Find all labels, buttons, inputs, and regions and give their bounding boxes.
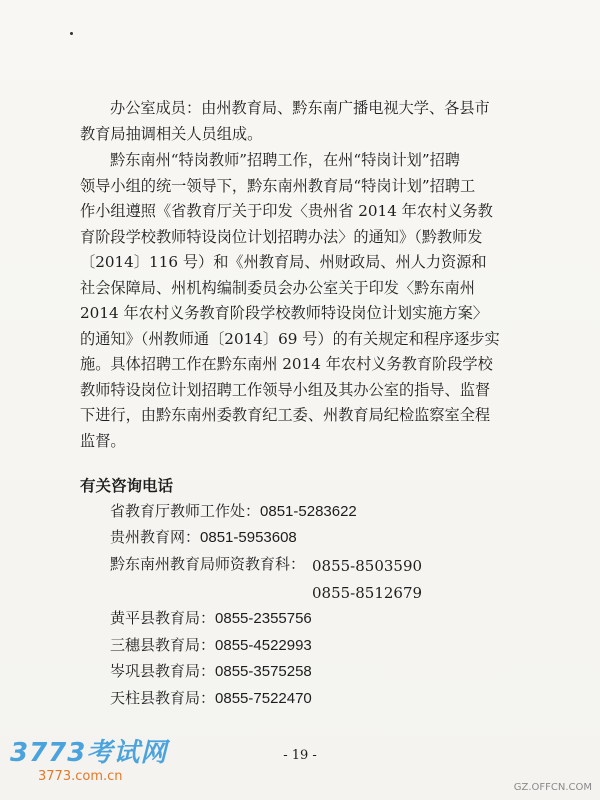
- body-line: 下进行，由黔东南州委教育纪工委、州教育局纪检监察室全程: [80, 406, 491, 424]
- contact-number: 0855-8503590: [312, 557, 423, 575]
- contact-line: [110, 660, 312, 683]
- body-line: 监督。: [80, 431, 126, 450]
- members-line-2: 教育局抽调相关人员组成。: [80, 124, 263, 143]
- contact-label: 三穗县教育局：: [110, 636, 216, 654]
- contact-line: [110, 553, 305, 576]
- contacts-heading: 有关咨询电话: [80, 477, 174, 495]
- members-line-1: 办公室成员：由州教育局、黔东南广播电视大学、各县市: [110, 99, 490, 117]
- contact-line: [110, 634, 312, 657]
- body-line: 领导小组的统一领导下，黔东南州教育局“特岗计划”招聘工: [80, 176, 476, 195]
- body-line: 施。具体招聘工作在黔东南州 2014 年农村义务教育阶段学校: [80, 355, 493, 373]
- contact-label: 省教育厅教师工作处：: [110, 502, 261, 520]
- body-line: 的通知》（州教师通〔2014〕69 号）的有关规定和程序逐步实: [80, 329, 500, 348]
- contact-number: 0855-7522470: [215, 690, 312, 707]
- contact-line: [110, 687, 312, 710]
- body-line: 育阶段学校教师特设岗位计划招聘办法〉的通知》（黔教师发: [80, 227, 483, 246]
- body-line: 〔2014〕116 号）和《州教育局、州财政局、州人力资源和: [80, 253, 487, 271]
- contact-label: 黄平县教育局：: [110, 609, 216, 627]
- contact-label: 贵州教育网：: [110, 528, 201, 546]
- body-line: 教师特设岗位计划招聘工作领导小组及其办公室的指导、监督: [80, 380, 491, 399]
- body-line: 社会保障局、州机构编制委员会办公室关于印发〈黔东南州: [80, 278, 475, 297]
- logo-url-text: 3773.com.cn: [38, 769, 123, 784]
- site-logo: [10, 732, 210, 788]
- logo-main-text: 3773考试网: [10, 738, 168, 768]
- contact-line: [110, 526, 297, 549]
- contact-number: 0851-5283622: [260, 503, 357, 520]
- contact-label: 岑巩县教育局：: [110, 662, 216, 680]
- scan-speck: [70, 32, 73, 35]
- page-number: - 19 -: [283, 748, 317, 763]
- body-line: 2014 年农村义务教育阶段学校教师特设岗位计划实施方案〉: [80, 304, 488, 322]
- contact-number: 0855-4522993: [215, 637, 312, 654]
- watermark: GZ.OFFCN.COM: [513, 782, 592, 793]
- contact-line: [110, 500, 357, 523]
- body-line: 作小组遵照《省教育厅关于印发〈贵州省 2014 年农村义务教: [80, 202, 493, 220]
- body-line: 黔东南州“特岗教师”招聘工作，在州“特岗计划”招聘: [110, 151, 460, 169]
- contact-line: [110, 607, 312, 630]
- body-paragraph: [80, 148, 520, 454]
- contact-label: 黔东南州教育局师资教育科：: [110, 555, 306, 573]
- contact-number: 0855-2355756: [215, 610, 312, 627]
- contact-number: 0855-8512679: [312, 584, 423, 602]
- members-paragraph: [80, 96, 520, 147]
- contact-label: 天柱县教育局：: [110, 689, 216, 707]
- contact-number: 0855-3575258: [215, 663, 312, 680]
- contact-number: 0851-5953608: [200, 529, 297, 546]
